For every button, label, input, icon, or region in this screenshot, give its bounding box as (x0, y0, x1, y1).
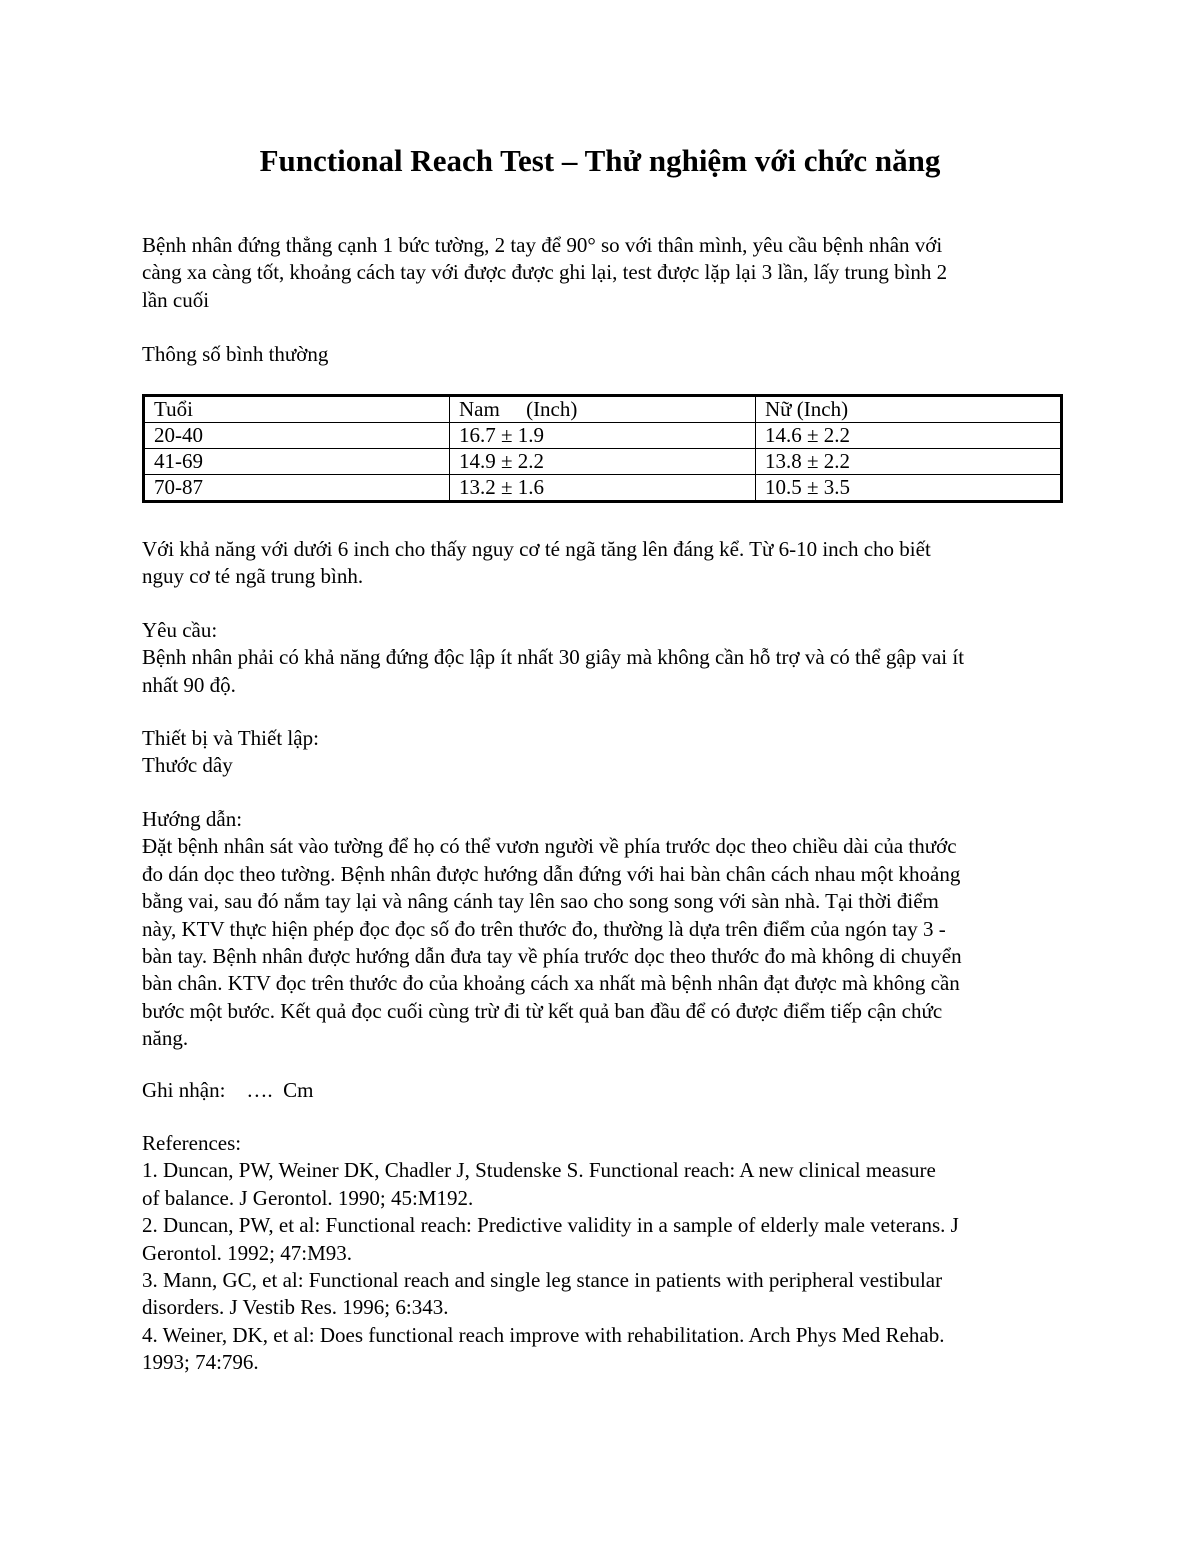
equipment-heading: Thiết bị và Thiết lập: (142, 726, 319, 750)
page-title: Functional Reach Test – Thử nghiệm với chức năng (259, 143, 941, 178)
requirements-line: nhất 90 độ. (142, 672, 236, 697)
reference-line: 1. Duncan, PW, Weiner DK, Chadler J, Studenske S. Functional reach: A new clinical measure (142, 1158, 936, 1183)
intro-line: lần cuối (142, 287, 210, 312)
reference-line: 3. Mann, GC, et al: Functional reach and single leg stance in patients with peripheral vestibular (142, 1268, 943, 1293)
equipment-item: Thước dây (142, 753, 233, 778)
instructions-line: này, KTV thực hiện phép đọc đọc số đo trên thước đo, thường là dựa trên điểm của ngón tay 3 - (142, 916, 946, 941)
equipment-section (142, 725, 1062, 780)
norms-table (142, 394, 1063, 503)
table-cell-male: 13.2 ± 1.6 (450, 475, 756, 502)
reference-line: Gerontol. 1992; 47:M93. (142, 1240, 352, 1265)
column-header-female: Nữ (Inch) (756, 396, 1062, 423)
record-line: Ghi nhận: …. Cm (142, 1078, 314, 1102)
reference-line: 4. Weiner, DK, et al: Does functional reach improve with rehabilitation. Arch Phys Med Rehab. (142, 1322, 945, 1347)
reference-line: disorders. J Vestib Res. 1996; 6:343. (142, 1295, 449, 1320)
table-row (144, 449, 1062, 475)
instructions-line: Đặt bệnh nhân sát vào tường để họ có thể vươn người về phía trước dọc theo chiều dài của thước (142, 834, 957, 859)
column-header-age: Tuổi (144, 396, 450, 423)
table-row (144, 423, 1062, 449)
instructions-line: bàn chân. KTV đọc trên thước đo của khoảng cách xa nhất mà bệnh nhân đạt được mà không cần (142, 971, 960, 996)
instructions-heading: Hướng dẫn: (142, 807, 243, 831)
column-header-male: Nam (Inch) (450, 396, 756, 423)
instructions-line: bước một bước. Kết quả đọc cuối cùng trừ đi từ kết quả ban đầu để có được điểm tiếp cận chức (142, 998, 943, 1023)
risk-line: Với khả năng với dưới 6 inch cho thấy nguy cơ té ngã tăng lên đáng kể. Từ 6-10 inch cho biết (142, 537, 931, 561)
table-cell-age: 20-40 (144, 423, 450, 449)
intro-line: càng xa càng tốt, khoảng cách tay với được được ghi lại, test được lặp lại 3 lần, lấy trung bình 2 (142, 260, 948, 285)
table-cell-male: 16.7 ± 1.9 (450, 423, 756, 449)
requirements-heading: Yêu cầu: (142, 618, 218, 642)
intro-paragraph (142, 232, 1062, 314)
table-cell-female: 13.8 ± 2.2 (756, 449, 1062, 475)
table-cell-age: 70-87 (144, 475, 450, 502)
references-heading: References: (142, 1131, 242, 1155)
table-row (144, 475, 1062, 502)
intro-line: Bệnh nhân đứng thẳng cạnh 1 bức tường, 2 tay để 90° so với thân mình, yêu cầu bệnh nhân với (142, 233, 943, 257)
instructions-line: bằng vai, sau đó nắm tay lại và nâng cánh tay lên sao cho song song với sàn nhà. Tại thời điểm (142, 889, 939, 914)
norms-label: Thông số bình thường (142, 342, 329, 366)
references-section (142, 1130, 1062, 1377)
table-cell-male: 14.9 ± 2.2 (450, 449, 756, 475)
instructions-section (142, 806, 1062, 1053)
reference-line: of balance. J Gerontol. 1990; 45:M192. (142, 1185, 474, 1210)
requirements-line: Bệnh nhân phải có khả năng đứng độc lập ít nhất 30 giây mà không cần hỗ trợ và có thể gập vai ít (142, 645, 965, 670)
table-cell-female: 10.5 ± 3.5 (756, 475, 1062, 502)
instructions-line: đo dán dọc theo tường. Bệnh nhân được hướng dẫn đứng với hai bàn chân cách nhau một khoảng (142, 861, 961, 886)
risk-paragraph (142, 536, 1062, 591)
reference-line: 2. Duncan, PW, et al: Functional reach: Predictive validity in a sample of elderly male veterans. J (142, 1213, 959, 1238)
instructions-line: năng. (142, 1026, 189, 1051)
table-cell-female: 14.6 ± 2.2 (756, 423, 1062, 449)
table-cell-age: 41-69 (144, 449, 450, 475)
reference-line: 1993; 74:796. (142, 1350, 259, 1375)
requirements-section (142, 617, 1062, 699)
table-header-row (144, 396, 1062, 423)
instructions-line: bàn tay. Bệnh nhân được hướng dẫn đưa tay về phía trước dọc theo thước đo mà không di chuyển (142, 944, 962, 969)
risk-line: nguy cơ té ngã trung bình. (142, 564, 364, 589)
